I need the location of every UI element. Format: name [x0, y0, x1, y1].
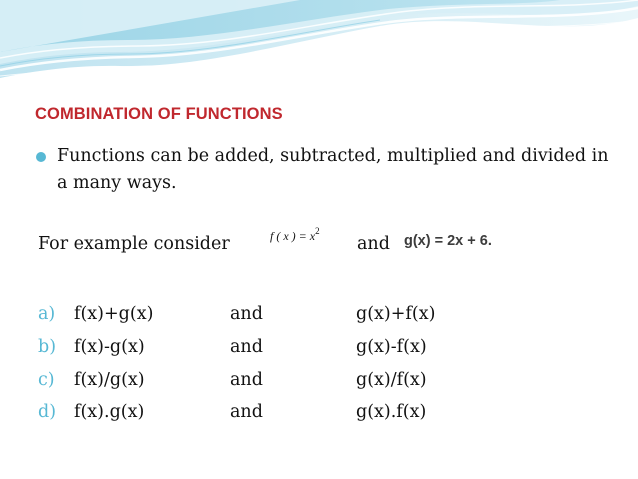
bullet-icon: [36, 152, 46, 162]
f-formula-base: x: [309, 229, 316, 243]
list-item-left: f(x)+g(x): [74, 304, 154, 324]
list-item-conj: and: [230, 370, 263, 390]
list-item-marker: b): [38, 337, 57, 357]
list-item-marker: a): [38, 304, 56, 324]
list-item: [38, 337, 598, 363]
list-item-right: g(x)/f(x): [356, 370, 427, 390]
list-item-conj: and: [230, 304, 263, 324]
list-item-right: g(x).f(x): [356, 402, 427, 422]
header-wave-decoration: [0, 0, 638, 90]
list-item-marker: c): [38, 370, 55, 390]
list-item-conj: and: [230, 337, 263, 357]
list-item: [38, 304, 598, 330]
list-item-left: f(x).g(x): [74, 402, 145, 422]
f-formula-exponent: 2: [315, 226, 320, 236]
list-item-left: f(x)/g(x): [74, 370, 145, 390]
list-item: [38, 370, 598, 396]
list-item: [38, 402, 598, 428]
list-item-conj: and: [230, 402, 263, 422]
g-formula: g(x) = 2x + 6.: [404, 233, 492, 249]
f-formula: [270, 226, 320, 244]
slide-title: COMBINATION OF FUNCTIONS: [35, 105, 283, 123]
list-item-right: g(x)-f(x): [356, 337, 427, 357]
f-formula-lhs: f ( x ) =: [270, 229, 307, 243]
example-prefix: For example consider: [38, 234, 230, 254]
list-item-left: f(x)-g(x): [74, 337, 145, 357]
list-item-marker: d): [38, 402, 57, 422]
connector-and: and: [357, 234, 390, 254]
list-item-right: g(x)+f(x): [356, 304, 436, 324]
bullet-text: Functions can be added, subtracted, multiplied and divided in a many ways.: [57, 146, 609, 193]
